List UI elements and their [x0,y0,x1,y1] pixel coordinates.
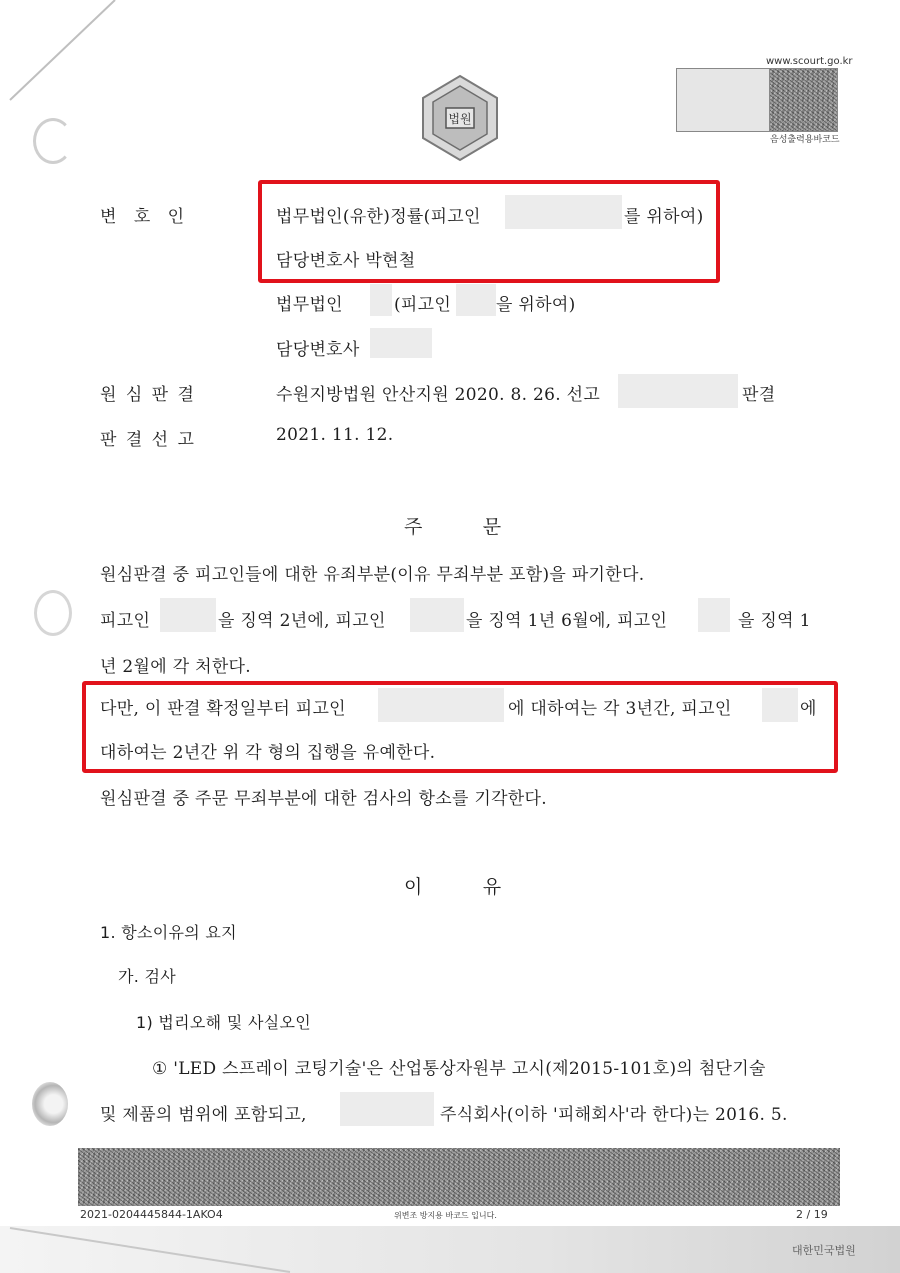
anti-forgery-barcode [78,1148,840,1206]
site-url: www.scourt.go.kr [766,56,853,67]
order-line-6: 원심판결 중 주문 무죄부분에 대한 검사의 항소를 기각한다. [100,789,547,809]
order-line-2a: 피고인 [100,611,151,631]
barcode-caption: 음성출력용바코드 [770,135,840,145]
court-emblem-icon [417,72,503,164]
redaction-defendant-b [410,598,464,632]
punch-hole-bottom [32,1082,68,1126]
order-line-4c: 에 [800,699,817,719]
reasons-heading: 이 유 [404,876,502,898]
order-line-1: 원심판결 중 피고인들에 대한 유죄부분(이유 무죄부분 포함)을 파기한다. [100,565,645,585]
qr-barcode [676,68,838,132]
sentence-date-label: 판 결 선 고 [100,430,196,450]
order-line-3: 년 2월에 각 처한다. [100,657,251,677]
original-judgment-text: 수원지방법원 안산지원 2020. 8. 26. 선고 [276,385,601,405]
lawyer1-suffix: 를 위하여) [624,207,704,227]
redaction-defendants-ab [378,688,504,722]
order-line-2b: 을 징역 2년에, 피고인 [218,611,386,631]
lawyer2-suffix: 을 위하여) [496,295,576,315]
barcode-note: 위변조 방지용 바코드 입니다. [394,1211,497,1220]
page-number: 2 / 19 [796,1208,828,1221]
paragraph-2b: 주식회사(이하 '피해회사'라 한다)는 2016. 5. [440,1105,788,1125]
lawyer2-mid: (피고인 [394,295,452,315]
order-line-2d: 을 징역 1 [738,611,811,631]
emblem-text: 법원 [448,112,472,126]
punch-hole-middle [34,590,72,636]
punch-hole-top [33,118,73,164]
redaction-defendant-2 [456,284,496,316]
order-line-4b: 에 대하여는 각 3년간, 피고인 [508,699,732,719]
subsection-a1-title: 1) 법리오해 및 사실오인 [136,1013,311,1032]
redaction-defendant-1 [505,195,622,229]
redaction-case-number [618,374,738,408]
redaction-company [340,1092,434,1126]
lawyer2-attorney: 담당변호사 [276,340,360,360]
redaction-defendant-c [698,598,730,632]
lawyer1-attorney: 담당변호사 박현철 [276,251,416,271]
defense-label: 변 호 인 [100,207,191,227]
subsection-a-title: 가. 검사 [118,967,177,986]
scan-corner-line [0,0,120,110]
original-judgment-label: 원 심 판 결 [100,385,196,405]
redaction-defendant-c2 [762,688,798,722]
sentence-date: 2021. 11. 12. [276,425,394,445]
paragraph-1: ① 'LED 스프레이 코팅기술'은 산업통상자원부 고시(제2015-101호)의 첨단기술 [152,1059,766,1079]
paragraph-2a: 및 제품의 범위에 포함되고, [100,1105,307,1125]
footer-diagonal-line [0,1226,300,1273]
section-1-title: 1. 항소이유의 요지 [100,923,237,942]
redaction-defendant-a [160,598,216,632]
redaction-attorney-2 [370,328,432,358]
document-number: 2021-0204445844-1AKO4 [80,1208,223,1221]
lawyer1-firm: 법무법인(유한)정률(피고인 [276,207,481,227]
order-line-5: 대하여는 2년간 위 각 형의 집행을 유예한다. [100,743,436,763]
order-heading: 주 문 [404,516,502,538]
order-line-2c: 을 징역 1년 6월에, 피고인 [466,611,668,631]
order-line-4a: 다만, 이 판결 확정일부터 피고인 [100,699,346,719]
lawyer2-firm: 법무법인 [276,295,343,315]
court-name: 대한민국법원 [792,1244,856,1257]
redaction-firm-2 [370,284,392,316]
original-judgment-suffix: 판결 [742,385,776,405]
